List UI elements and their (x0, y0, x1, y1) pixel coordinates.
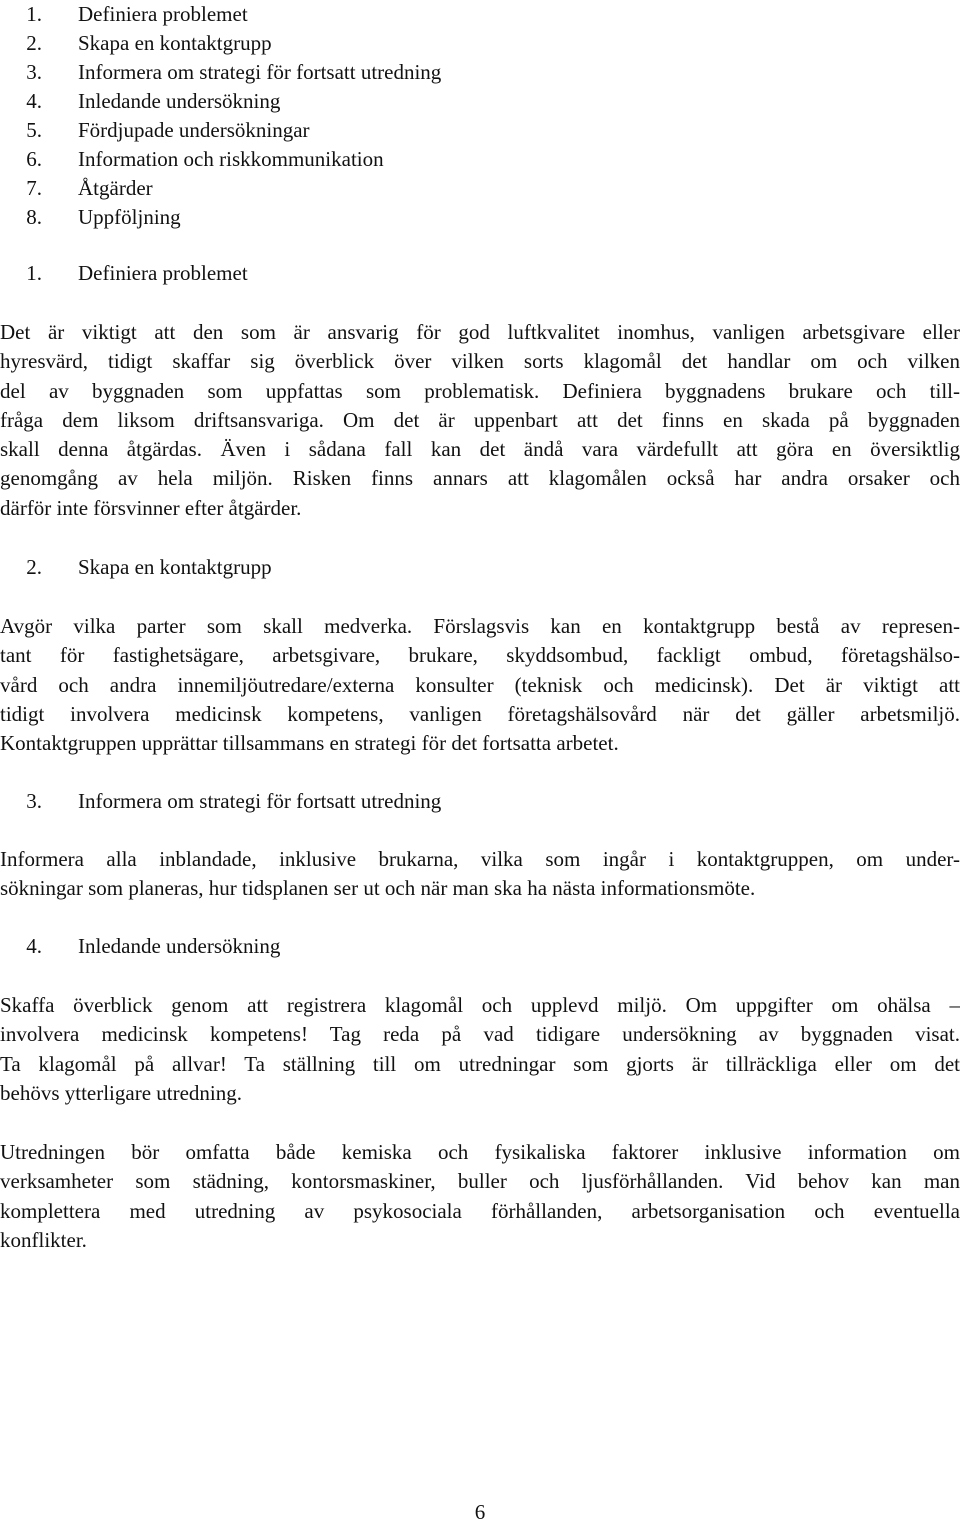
toc-item-title: Uppföljning (78, 205, 181, 229)
paragraph-line: tidigt involvera medicinsk kompetens, vanligen företagshälsovård när det gäller arbetsmiljö. (0, 701, 960, 726)
toc-item-number: 4. (26, 89, 42, 113)
paragraph-line: sökningar som planeras, hur tidsplanen ser ut och när man ska ha nästa informationsmöte. (0, 876, 756, 901)
section-paragraph (0, 845, 960, 904)
paragraph-line: hyresvärd, tidigt skaffar sig överblick över vilken sorts klagomål det handlar om och vilken (0, 349, 960, 374)
toc-item (0, 87, 441, 116)
section-heading (0, 259, 248, 288)
table-of-contents (0, 0, 441, 232)
paragraph-line: Skaffa överblick genom att registrera klagomål och upplevd miljö. Om uppgifter om ohälsa – (0, 993, 960, 1017)
toc-item-number: 6. (26, 147, 42, 171)
toc-item (0, 203, 441, 232)
toc-item-number: 5. (26, 118, 42, 142)
section-heading (0, 553, 272, 582)
toc-item-number: 7. (26, 176, 42, 200)
toc-item-title: Skapa en kontaktgrupp (78, 31, 272, 55)
section-title: Informera om strategi för fortsatt utredning (78, 789, 442, 813)
toc-item-title: Definiera problemet (78, 2, 248, 26)
toc-item-title: Åtgärder (78, 176, 153, 200)
toc-item (0, 174, 441, 203)
toc-item-number: 2. (26, 31, 42, 55)
section-number: 1. (26, 261, 42, 285)
paragraph-line: involvera medicinsk kompetens! Tag reda på vad tidigare undersökning av byggnaden visat. (0, 1022, 960, 1047)
paragraph-line: verksamheter som städning, kontorsmaskiner, buller och ljusförhållanden. Vid behov kan man (0, 1169, 960, 1194)
section-number: 4. (26, 934, 42, 958)
section-title: Skapa en kontaktgrupp (78, 555, 272, 579)
paragraph-line: konflikter. (0, 1227, 87, 1252)
toc-item (0, 29, 441, 58)
toc-item-title: Information och riskkommunikation (78, 147, 384, 171)
paragraph-line: Utredningen bör omfatta både kemiska och fysikaliska faktorer inklusive information om (0, 1140, 960, 1164)
paragraph-line: genomgång av hela miljön. Risken finns annars att klagomålen också har andra orsaker och (0, 466, 960, 491)
toc-item-number: 3. (26, 60, 42, 84)
section-paragraph (0, 318, 960, 523)
paragraph-line: behövs ytterligare utredning. (0, 1080, 243, 1105)
toc-item-title: Fördjupade undersökningar (78, 118, 310, 142)
paragraph-line: fråga dem liksom driftsansvariga. Om det är uppenbart att det finns en skada på byggnaden (0, 407, 960, 432)
paragraph-line: Kontaktgruppen upprättar tillsammans en strategi för det fortsatta arbetet. (0, 731, 619, 756)
toc-item-number: 8. (26, 205, 42, 229)
toc-item (0, 116, 441, 145)
section-title: Definiera problemet (78, 261, 248, 285)
section-paragraph (0, 612, 960, 758)
paragraph-line: därför inte försvinner efter åtgärder. (0, 495, 302, 520)
paragraph-line: Informera alla inblandade, inklusive brukarna, vilka som ingår i kontaktgruppen, om under- (0, 847, 960, 871)
paragraph-line: skall denna åtgärdas. Även i sådana fall kan det ändå vara värdefullt att göra en översiktlig (0, 437, 960, 462)
paragraph-line: komplettera med utredning av psykosociala förhållanden, arbetsorganisation och eventuella (0, 1198, 960, 1223)
paragraph-line: Det är viktigt att den som är ansvarig för god luftkvalitet inomhus, vanligen arbetsgivare eller (0, 320, 960, 344)
section-heading (0, 932, 280, 961)
section-paragraph (0, 1138, 960, 1255)
toc-item (0, 58, 441, 87)
paragraph-line: tant för fastighetsägare, arbetsgivare, brukare, skyddsombud, fackligt ombud, företagshälso- (0, 643, 960, 668)
section-heading (0, 787, 441, 816)
section-number: 3. (26, 789, 42, 813)
section-number: 2. (26, 555, 42, 579)
toc-item-title: Informera om strategi för fortsatt utredning (78, 60, 442, 84)
toc-item-number: 1. (26, 2, 42, 26)
paragraph-line: del av byggnaden som uppfattas som problematisk. Definiera byggnadens brukare och till- (0, 378, 960, 403)
paragraph-line: Avgör vilka parter som skall medverka. Förslagsvis kan en kontaktgrupp bestå av represen- (0, 614, 960, 638)
toc-item-title: Inledande undersökning (78, 89, 281, 113)
toc-item (0, 145, 441, 174)
section-paragraph (0, 991, 960, 1108)
page-number: 6 (474, 1500, 486, 1524)
toc-item (0, 0, 441, 29)
paragraph-line: vård och andra innemiljöutredare/externa konsulter (teknisk och medicinsk). Det är viktigt att (0, 672, 960, 697)
section-title: Inledande undersökning (78, 934, 281, 958)
paragraph-line: Ta klagomål på allvar! Ta ställning till om utredningar som gjorts är tillräckliga eller om det (0, 1051, 960, 1076)
